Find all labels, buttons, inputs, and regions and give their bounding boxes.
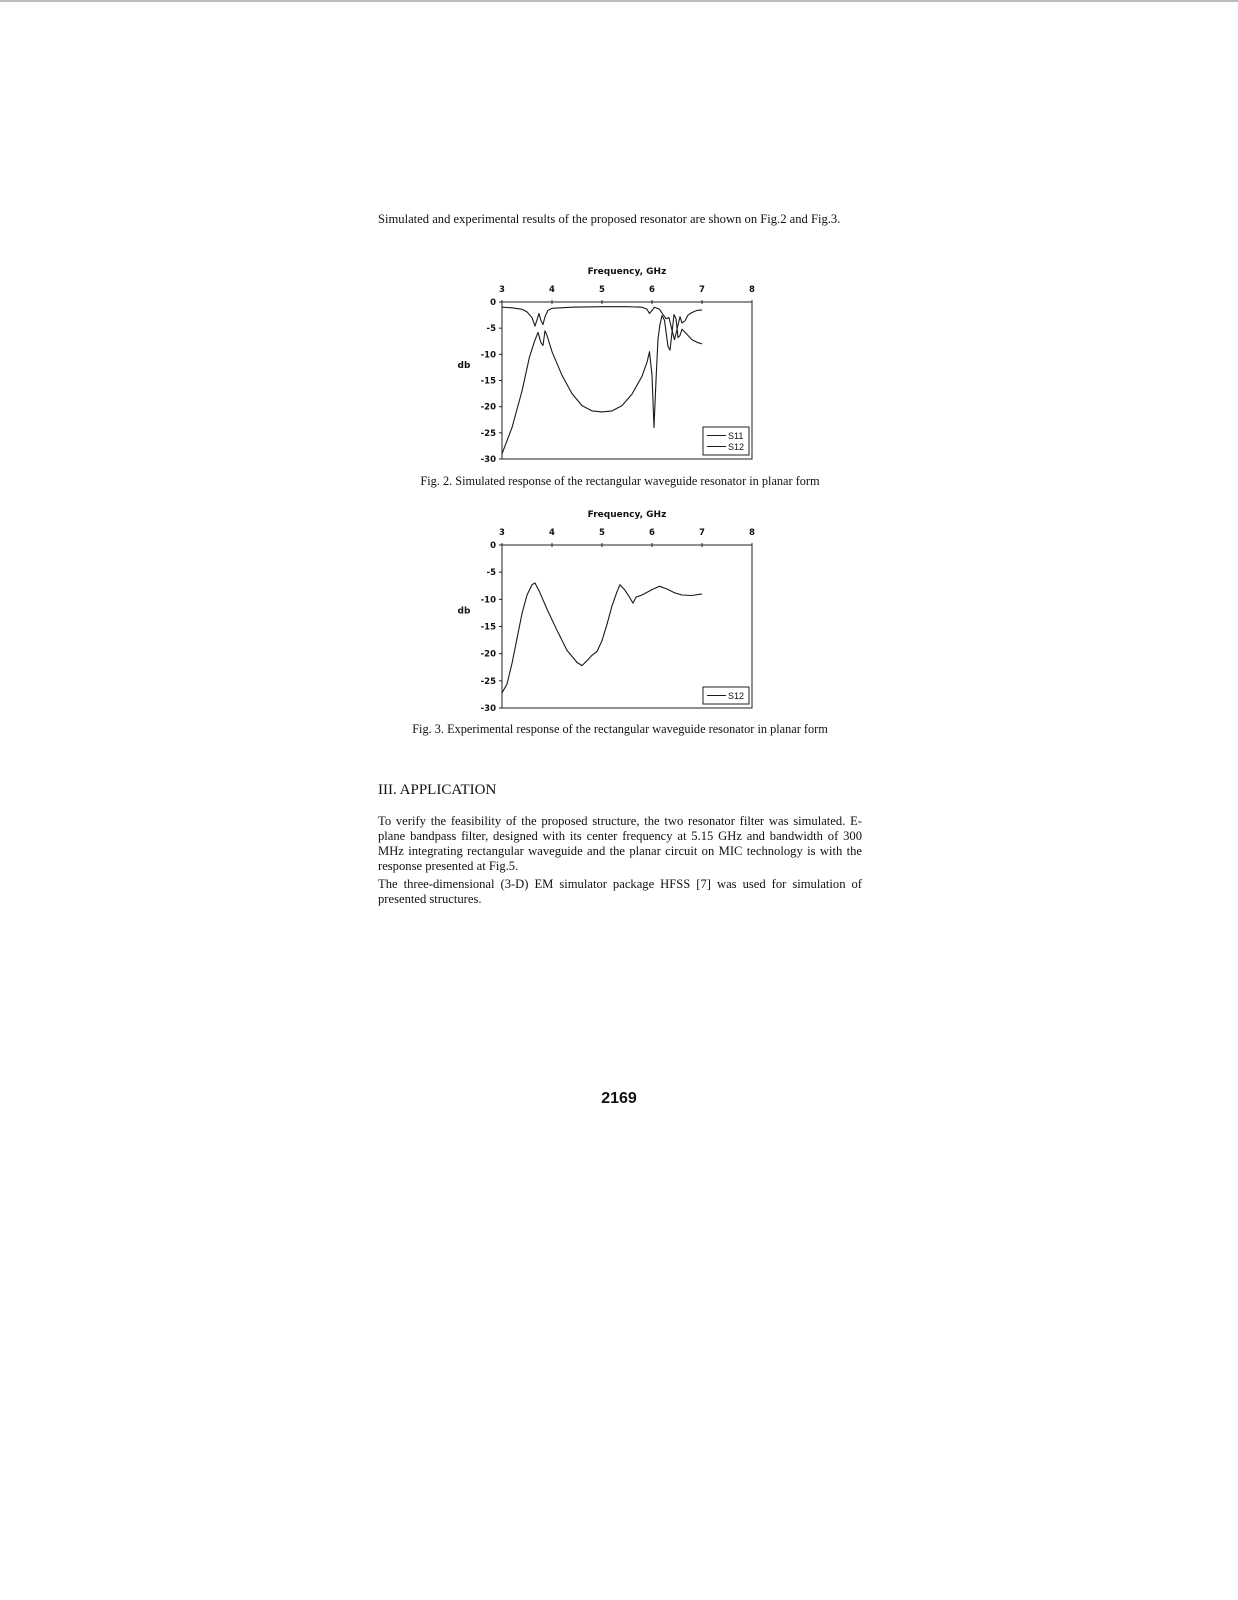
x-tick-label: 3 [499, 528, 505, 538]
fig2-caption: Fig. 2. Simulated response of the rectangular waveguide resonator in planar form [420, 474, 820, 488]
y-tick-label: -30 [480, 704, 496, 714]
series-line-s12 [502, 583, 702, 693]
page-number: 2169 [601, 1090, 637, 1107]
y-tick-label: -25 [480, 676, 496, 687]
y-tick-label: -10 [480, 595, 496, 606]
x-tick-label: 4 [549, 528, 555, 538]
x-tick-label: 7 [699, 528, 705, 538]
fig3-caption: Fig. 3. Experimental response of the rectangular waveguide resonator in planar form [412, 722, 828, 736]
y-tick-label: -15 [480, 622, 496, 633]
y-tick-label: 0 [490, 298, 496, 308]
x-tick-label: 6 [649, 285, 655, 295]
intro-paragraph: Simulated and experimental results of the proposed resonator are shown on Fig.2 and Fig.3. [378, 212, 841, 226]
x-tick-label: 7 [699, 285, 705, 295]
legend-label: S12 [728, 442, 745, 452]
series-line-s11 [502, 315, 702, 454]
x-tick-label: 6 [649, 528, 655, 538]
y-axis-title: db [457, 606, 471, 617]
x-axis-title: Frequency, GHz [587, 510, 667, 520]
fig2-chart [440, 255, 800, 470]
x-tick-label: 8 [749, 528, 755, 538]
x-tick-label: 8 [749, 285, 755, 295]
body-paragraph-2: The three-dimensional (3-D) EM simulator package HFSS [7] was used for simulation of presented structures. [378, 877, 862, 906]
x-tick-label: 5 [599, 285, 605, 295]
y-tick-label: -20 [480, 649, 496, 660]
y-tick-label: -10 [480, 350, 496, 361]
legend-label: S11 [728, 431, 744, 441]
x-tick-label: 5 [599, 528, 605, 538]
y-tick-label: -15 [480, 376, 496, 387]
x-tick-label: 4 [549, 285, 555, 295]
legend-label: S12 [728, 691, 745, 701]
y-tick-label: -25 [480, 428, 496, 439]
body-paragraph-1: To verify the feasibility of the proposed structure, the two resonator filter was simulated. E-plane bandpass filter, designed with its center frequency at 5.15 GHz and bandwidth of 300 MHz integrating rectangular waveguide and the planar circuit on MIC technology is with the response presented at Fig.5. [378, 814, 862, 873]
y-tick-label: -5 [486, 324, 496, 335]
top-rule [0, 0, 1238, 2]
y-axis-title: db [457, 360, 471, 371]
plot-frame [502, 545, 752, 708]
x-tick-label: 3 [499, 285, 505, 295]
fig3-chart [440, 500, 800, 720]
x-axis-title: Frequency, GHz [587, 267, 667, 277]
y-tick-label: -20 [480, 402, 496, 413]
section-heading: III. APPLICATION [378, 782, 497, 798]
y-tick-label: -30 [480, 455, 496, 465]
y-tick-label: 0 [490, 541, 496, 551]
y-tick-label: -5 [486, 568, 496, 579]
